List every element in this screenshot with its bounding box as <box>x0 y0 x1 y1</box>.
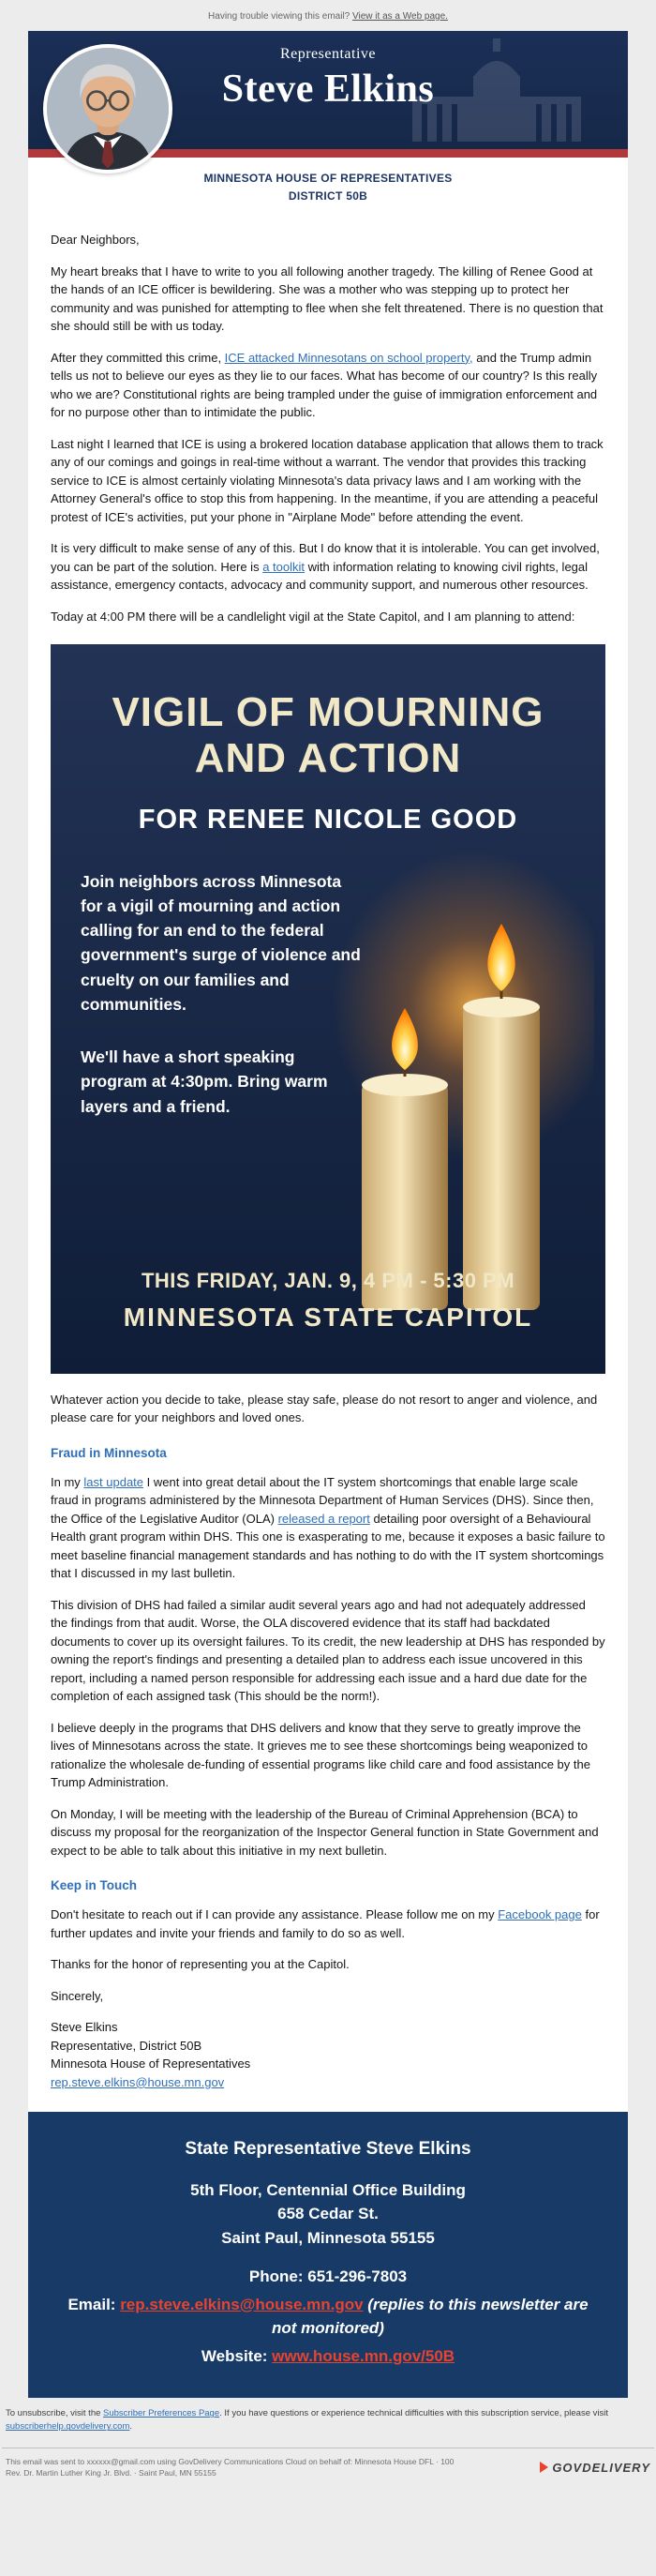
vigil-title-line2: AND ACTION <box>194 735 462 782</box>
govdelivery-logo-text: GOVDELIVERY <box>552 2460 650 2475</box>
vigil-title <box>75 689 581 782</box>
avatar <box>43 44 172 173</box>
text: detailing poor oversight of a Behavioural Health grant program within DHS. This one is exasperating to me, because it exposes a basic failure to meet baseline financial management standards and has nothing to do with the IT system shortcomings that I discussed in my last bulletin. <box>51 1511 605 1581</box>
vigil-body-paragraph-1: Join neighbors across Minnesota for a vigil of mourning and action calling for an end to the federal government's surge of violence and cruelty on our families and communities. <box>81 871 361 1014</box>
text: and the Trump admin tells us not to believe our eyes as they lie to our faces. What has become of our country? Is this really who we are? Constitutional rights are being trampled under the guise of immigration enforcement and for no purpose other than to intimidate the public. <box>51 350 598 420</box>
email-label: Email: <box>67 2295 121 2313</box>
text: After they committed this crime, <box>51 350 225 365</box>
footer-address-line2: 658 Cedar St. <box>277 2205 379 2223</box>
link-toolkit[interactable]: a toolkit <box>262 559 305 574</box>
footer-email-line <box>60 2293 596 2341</box>
paragraph-tragedy: My heart breaks that I have to write to you all following another tragedy. The killing of Renee Good at the hands of an ICE officer is bewildering. She was a mother who was stepping up to protect her community and was punished for attempting to flee when she felt threatened. There is no question that she should still be with us today. <box>51 264 604 334</box>
paragraph-fraud-4: On Monday, I will be meeting with the leadership of the Bureau of Criminal Apprehension (BCA) to discuss my proposal for the reorganization of the Inspector General function in State Government and expect to be able to talk about this initiative in my next bulletin. <box>51 1806 599 1858</box>
text: To unsubscribe, visit the <box>6 2408 104 2419</box>
text: for further updates and invite your friends and family to do so as well. <box>51 1907 600 1940</box>
text: . If you have questions or experience technical difficulties with this subscription service, please visit <box>219 2408 608 2419</box>
section-heading-fraud: Fraud in Minnesota <box>51 1445 167 1460</box>
vigil-title-line1: VIGIL OF MOURNING <box>112 689 544 736</box>
text: . <box>129 2421 132 2433</box>
website-label: Website: <box>201 2346 273 2365</box>
link-released-report[interactable]: released a report <box>277 1511 370 1526</box>
org-line1: MINNESOTA HOUSE OF REPRESENTATIVES <box>203 172 453 185</box>
footer-website-link[interactable]: www.house.mn.gov/50B <box>272 2346 455 2365</box>
govdelivery-flag-icon <box>540 2462 548 2473</box>
link-ice-attacked-school[interactable]: ICE attacked Minnesotans on school property, <box>224 350 473 365</box>
footer-address-line1: 5th Floor, Centennial Office Building <box>190 2180 466 2199</box>
paragraph-stay-safe: Whatever action you decide to take, please stay safe, please do not resort to anger and violence, and please care for your neighbors and loved ones. <box>51 1392 598 1425</box>
footer-phone-line <box>60 2265 596 2289</box>
vigil-date-time: THIS FRIDAY, JAN. 9, 4 PM - 5:30 PM <box>141 1268 515 1292</box>
preheader <box>0 0 656 31</box>
portrait-photo <box>47 48 169 170</box>
sender-row <box>2 2448 654 2501</box>
header-banner <box>28 31 628 149</box>
section-heading-keep-in-touch: Keep in Touch <box>51 1878 138 1893</box>
paragraph-keep-in-touch <box>51 1906 605 1942</box>
paragraph-vigil-announce: Today at 4:00 PM there will be a candlelight vigil at the State Capitol, and I am planning to attend: <box>51 609 575 624</box>
unsubscribe-text <box>2 2398 654 2438</box>
sent-on-behalf-text: This email was sent to xxxxxx@gmail.com using GovDelivery Communications Cloud on behalf of: Minnesota House DFL · 100 Rev. Dr. Martin Luther King Jr. Blvd. · Saint Paul, MN 55155 <box>6 2456 455 2478</box>
signature-email-link[interactable]: rep.steve.elkins@house.mn.gov <box>51 2074 225 2089</box>
vigil-flyer-image <box>51 644 605 1374</box>
phone-label: Phone: <box>248 2267 308 2286</box>
header-name: Steve Elkins <box>221 68 435 111</box>
email-container <box>28 31 628 2398</box>
capitol-background-image <box>394 38 600 142</box>
footer-rep-name: State Representative Steve Elkins <box>185 2139 471 2160</box>
paragraph-fraud-1 <box>51 1473 605 1583</box>
footer-email-link[interactable]: rep.steve.elkins@house.mn.gov <box>120 2295 364 2313</box>
signature-title: Representative, District 50B <box>51 2038 202 2053</box>
org-line2: DISTRICT 50B <box>288 188 368 203</box>
text: Don't hesitate to reach out if I can provide any assistance. Please follow me on my <box>51 1907 499 1922</box>
email-note: (replies to this newsletter are not monitored) <box>272 2295 589 2338</box>
text: It is very difficult to make sense of any of this. But I do know that it is intolerable. You can get involved, you can be part of the solution. Here is <box>51 541 600 574</box>
text: In my <box>51 1474 84 1489</box>
link-facebook-page[interactable]: Facebook page <box>498 1907 582 1922</box>
paragraph-ice-school <box>51 349 605 422</box>
letter-body <box>28 214 628 2091</box>
signature-name: Steve Elkins <box>51 2020 118 2035</box>
vigil-body-text <box>75 869 364 1119</box>
view-as-webpage-link[interactable]: View it as a Web page. <box>352 11 448 22</box>
link-last-update[interactable]: last update <box>83 1474 144 1489</box>
govdelivery-logo <box>540 2461 650 2475</box>
vigil-middle <box>75 869 581 1263</box>
footer-website-line <box>60 2344 596 2369</box>
contact-footer <box>28 2112 628 2398</box>
paragraph-location-tracking: Last night I learned that ICE is using a brokered location database application that allows them to track any of our comings and goings in real-time without a warrant. The vendor that provides this tracking service to ICE is almost certainly violating Minnesota's data privacy laws and I am working with the Attorney General's office to stop this from happening. In the meantime, if you are attending a peaceful protest of ICE's activities, put your phone in "Airplane Mode" before attending the event. <box>51 436 604 524</box>
signature-org: Minnesota House of Representatives <box>51 2056 251 2071</box>
paragraph-toolkit <box>51 539 605 595</box>
footer-address-line3: Saint Paul, Minnesota 55155 <box>221 2228 435 2247</box>
paragraph-thanks: Thanks for the honor of representing you at the Capitol. <box>51 1957 350 1972</box>
greeting: Dear Neighbors, <box>51 233 140 248</box>
paragraph-fraud-2: This division of DHS had failed a similar audit several years ago and had not adequately addressed the findings from that audit. Worse, the OLA discovered evidence that its staff had backdated documents to cover up its oversight failures. To its credit, the new leadership at DHS has responded by owning the report's findings and presenting a detailed plan to address each issue uncovered in this report, including a named person responsible for addressing each issue and a hard due date for the completion of each assigned task (This should be the norm!). <box>51 1597 605 1704</box>
phone-number: 651-296-7803 <box>307 2267 408 2286</box>
signature-block <box>51 2018 605 2091</box>
preheader-text: Having trouble viewing this email? <box>208 11 353 22</box>
vigil-body-paragraph-2: We'll have a short speaking program at 4:30pm. Bring warm layers and a friend. <box>81 1047 328 1116</box>
text: I went into great detail about the IT system shortcomings that enable large scale fraud in programs administered by the Minnesota Department of Human Services (DHS). Since then, the Office of the Legislative Auditor (OLA) <box>51 1474 594 1526</box>
subscriber-preferences-link[interactable]: Subscriber Preferences Page <box>103 2408 220 2419</box>
header-pretitle: Representative <box>279 46 377 62</box>
closing: Sincerely, <box>51 1988 104 2003</box>
vigil-for-line: FOR RENEE NICOLE GOOD <box>138 804 518 835</box>
paragraph-fraud-3: I believe deeply in the programs that DHS delivers and know that they serve to greatly improve the lives of Minnesotans across the state. It grieves me to see these shortcomings being weaponized to rationalize the wholesale de-funding of essential programs like child care and food assistance by the Trump Administration. <box>51 1720 590 1790</box>
vigil-location: MINNESOTA STATE CAPITOL <box>123 1302 533 1332</box>
text: with information relating to knowing civil rights, legal assistance, emergency contacts, advocacy and community support, and numerous other resources. <box>51 559 589 593</box>
subscriberhelp-link[interactable]: subscriberhelp.govdelivery.com <box>6 2421 130 2433</box>
